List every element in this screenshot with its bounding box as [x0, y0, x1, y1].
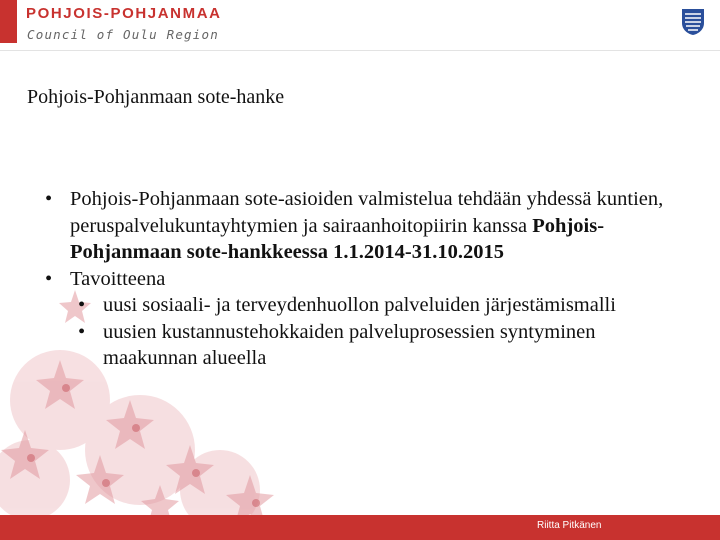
sub-bullet-item-1 [78, 292, 665, 319]
bullet-item-1 [45, 186, 665, 266]
sub-bullet-text: uusi sosiaali- ja terveydenhuollon palveluiden järjestämismalli [103, 294, 616, 316]
bullet-marker: • [78, 294, 86, 316]
bullet-marker: • [45, 188, 53, 210]
bullet-text-bold: Pohjois-Pohjanmaan sote-hankkeessa 1.1.2014-31.10.2015 [70, 214, 605, 263]
bullet-marker: • [45, 267, 53, 290]
slide-title: Pohjois-Pohjanmaan sote-hanke [27, 86, 285, 108]
coat-of-arms-icon [681, 8, 705, 36]
organization-subtitle: Council of Oulu Region [27, 27, 219, 42]
bullet-text: Tavoitteena [70, 267, 166, 290]
organization-name: POHJOIS-POHJANMAA [26, 5, 222, 22]
brand-tab [0, 0, 17, 43]
footer-bar [0, 515, 720, 540]
slide-header [0, 0, 720, 50]
sub-bullet-text: uusien kustannustehokkaiden palveluprosessien syntyminen maakunnan alueella [103, 320, 596, 369]
presenter-name: Riitta Pitkänen [537, 520, 602, 531]
bullet-marker: • [78, 320, 86, 343]
header-divider [0, 50, 720, 51]
bullet-list [45, 186, 665, 372]
bullet-item-2 [45, 266, 665, 293]
bullet-text: Pohjois-Pohjanmaan sote-asioiden valmistelua tehdään yhdessä kuntien, peruspalvelukuntayhtymien ja sairaanhoitopiirin kanssa [70, 188, 664, 237]
sub-bullet-item-2 [78, 319, 665, 372]
